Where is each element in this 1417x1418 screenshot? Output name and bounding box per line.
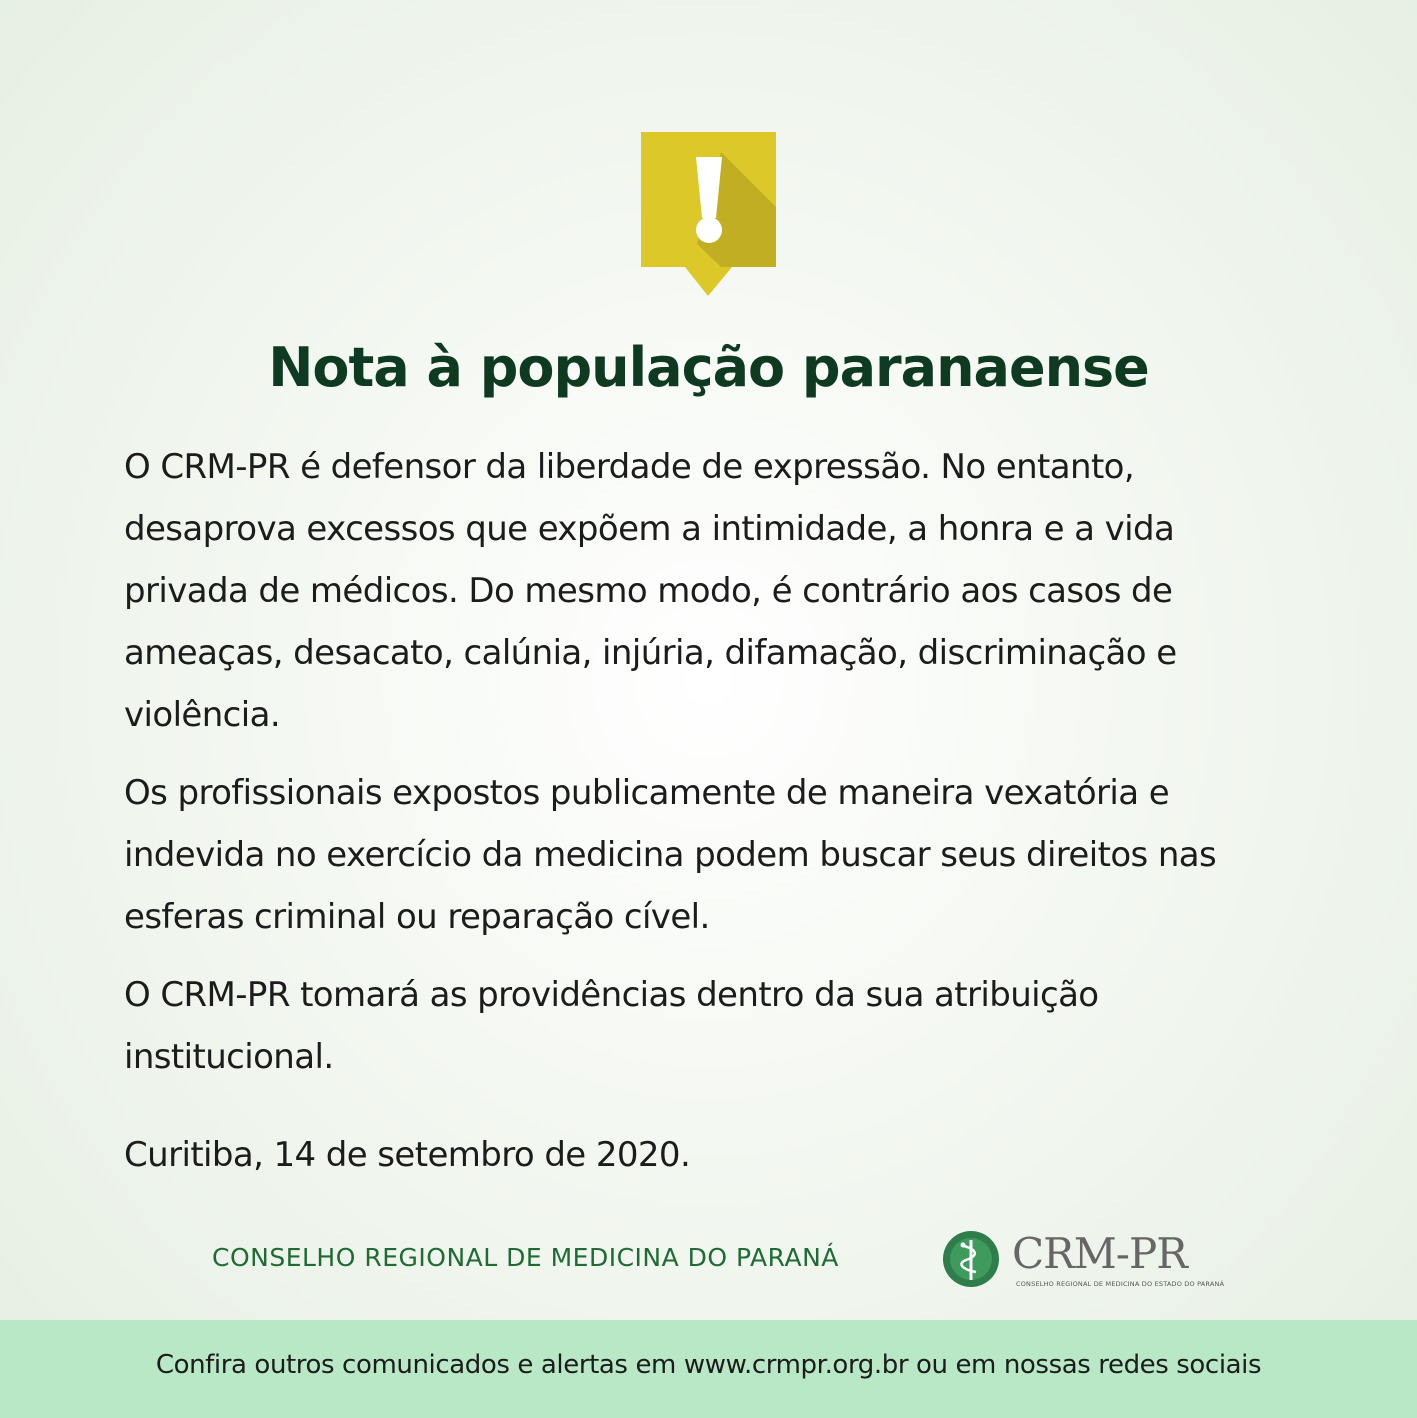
- logo-subtitle: CONSELHO REGIONAL DE MEDICINA DO ESTADO DO PARANÁ: [1016, 1280, 1225, 1288]
- notice-paragraph: O CRM-PR é defensor da liberdade de expressão. No entanto, desaprova excessos que expõem a intimidade, a honra e a vida privada de médicos. Do mesmo modo, é contrário aos casos de ameaças, desacato, calúnia, injúria, difamação, discriminação e violência.: [124, 447, 1177, 735]
- exclamation-icon: [641, 132, 776, 300]
- notice-body: [124, 436, 1304, 1202]
- notice-paragraph: Os profissionais expostos publicamente de maneira vexatória e indevida no exercício da medicina podem buscar seus direitos nas esferas criminal ou reparação cível.: [124, 773, 1217, 937]
- crm-pr-logo: [942, 1229, 1225, 1292]
- caduceus-icon: [942, 1230, 1000, 1288]
- footer-banner: [0, 1320, 1417, 1418]
- organization-name: CONSELHO REGIONAL DE MEDICINA DO PARANÁ: [212, 1243, 839, 1272]
- date-line: Curitiba, 14 de setembro de 2020.: [124, 1135, 691, 1175]
- notice-paragraph: O CRM-PR tomará as providências dentro da sua atribuição institucional.: [124, 975, 1099, 1077]
- logo-wordmark: CRM-PR: [1012, 1229, 1187, 1278]
- footer-text: Confira outros comunicados e alertas em www.crmpr.org.br ou em nossas redes sociais: [155, 1350, 1262, 1380]
- page-title: Nota à população paranaense: [268, 336, 1149, 399]
